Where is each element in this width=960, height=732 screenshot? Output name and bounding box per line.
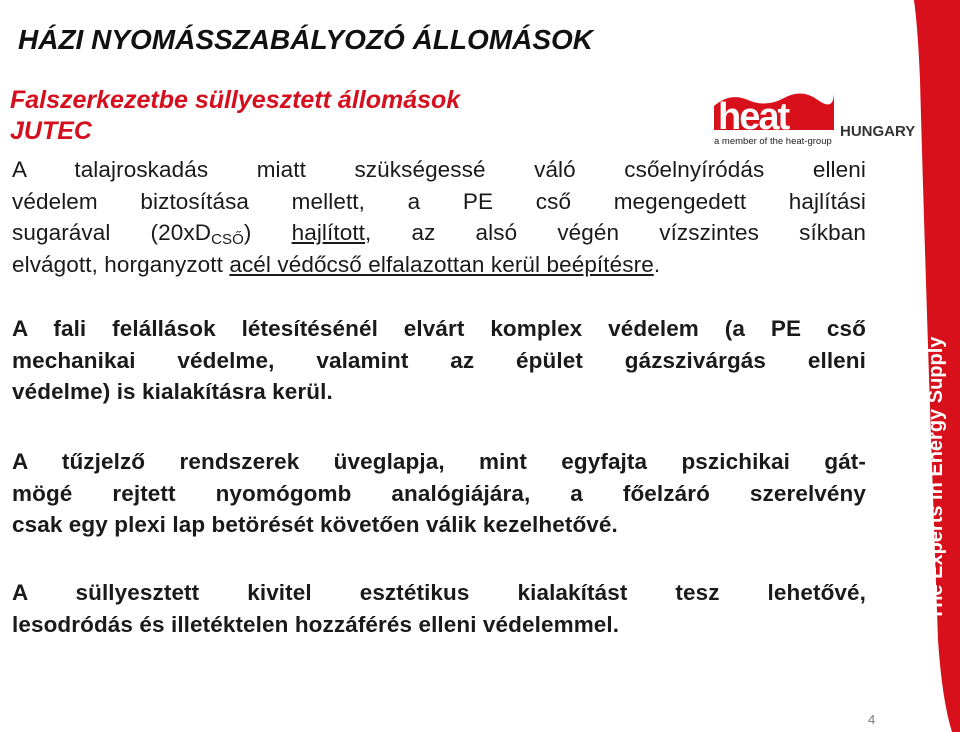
paragraph-soil-subsidence [12, 154, 866, 280]
page-title: HÁZI NYOMÁSSZABÁLYOZÓ ÁLLOMÁSOK [18, 24, 594, 55]
text-segment: sugarával (20xD [12, 220, 212, 245]
paragraph-line: A fali felállások létesítésénél elvárt komplex védelem (a PE cső [12, 316, 866, 341]
paragraph-line [12, 249, 866, 281]
paragraph-fire-alarm-analogy [12, 446, 866, 541]
side-band-slogan: The Experts in Energy Supply [925, 336, 947, 620]
link-protective-pipe[interactable]: acél védőcső elfalazottan kerül beépítésre [229, 251, 654, 277]
heat-hungary-logo [712, 88, 922, 148]
paragraph-recessed-design [12, 577, 866, 640]
paragraph-line: A süllyesztett kivitel esztétikus kialakítást tesz lehetővé, [12, 580, 866, 605]
subscript-cso: CSŐ [211, 231, 244, 248]
paragraph-line: védelem biztosítása mellett, a PE cső megengedett hajlítási [12, 188, 866, 214]
paragraph-line: A talajroskadás miatt szükségessé váló csőelnyíródás elleni [12, 157, 866, 182]
paragraph-line [12, 217, 866, 249]
paragraph-line: lesodródás és illetéktelen hozzáférés elleni védelemmel. [12, 611, 620, 637]
logo-brand-text: heat [718, 96, 789, 138]
logo-country: HUNGARY [840, 123, 916, 140]
paragraph-wall-risers [12, 313, 866, 408]
section-subtitle: Falszerkezetbe süllyesztett állomások [10, 86, 461, 114]
paragraph-line: mechanikai védelme, valamint az épület gázszivárgás elleni [12, 347, 866, 373]
paragraph-line: A tűzjelző rendszerek üveglapja, mint egyfajta pszichikai gát- [12, 449, 866, 474]
logo-tagline: a member of the heat-group [714, 136, 832, 147]
paragraph-line: védelme) is kialakításra kerül. [12, 379, 333, 404]
text-segment: elvágott, horganyzott [12, 251, 230, 277]
text-segment: . [653, 251, 661, 277]
link-bent[interactable]: hajlított [291, 220, 366, 245]
text-segment: ) [243, 220, 292, 245]
paragraph-line: mögé rejtett nyomógomb analógiájára, a főelzáró szerelvény [12, 480, 866, 506]
text-segment: , az alsó végén vízszintes síkban [365, 220, 866, 245]
page-number: 4 [868, 712, 876, 727]
product-name: JUTEC [10, 117, 92, 145]
paragraph-line: csak egy plexi lap betörését követően válik kezelhetővé. [12, 512, 618, 537]
